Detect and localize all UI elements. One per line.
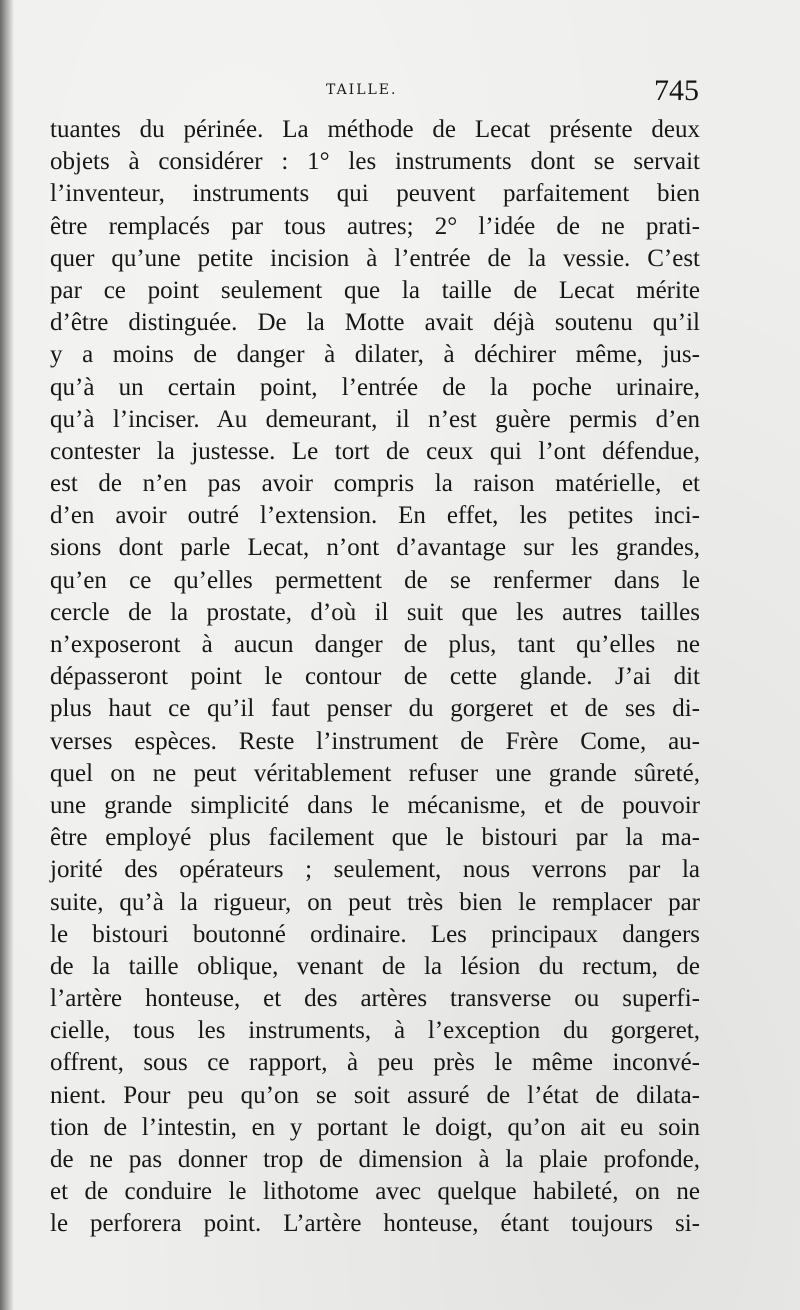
text-line: d’en avoir outré l’extension. En effet, les petites inci- — [50, 502, 700, 530]
text-line: de ne pas donner trop de dimension à la plaie profonde, — [50, 1146, 700, 1173]
text-line: qu’à un certain point, l’entrée de la poche urinaire, — [50, 373, 700, 401]
text-line: jorité des opérateurs ; seulement, nous verrons par la — [50, 856, 700, 884]
text-line: le perforera point. L’artère honteuse, étant toujours si- — [50, 1210, 700, 1238]
text-line: d’être distinguée. De la Motte avait déjà soutenu qu’il — [50, 309, 700, 337]
text-line: être employé plus facilement que le bistouri par la ma- — [50, 824, 700, 852]
text-line: une grande simplicité dans le mécanisme, et de pouvoir — [50, 791, 700, 819]
body-text — [50, 114, 700, 1241]
page-header — [0, 74, 800, 114]
text-line: cielle, tous les instruments, à l’exception du gorgeret, — [50, 1017, 700, 1045]
text-line: quer qu’une petite incision à l’entrée de la vessie. C’est — [50, 244, 700, 272]
text-line: tuantes du périnée. La méthode de Lecat présente deux — [50, 116, 700, 143]
text-line: contester la justesse. Le tort de ceux qui l’ont défendue, — [50, 437, 700, 465]
text-line: y a moins de danger à dilater, à déchirer même, jus- — [50, 341, 700, 369]
text-line: et de conduire le lithotome avec quelque habileté, on ne — [50, 1178, 700, 1206]
text-line: verses espèces. Reste l’instrument de Frère Come, au- — [50, 727, 700, 755]
text-line: l’artère honteuse, et des artères transverse ou superfi- — [50, 985, 700, 1013]
text-line: qu’à l’inciser. Au demeurant, il n’est guère permis d’en — [50, 405, 700, 433]
text-line: le bistouri boutonné ordinaire. Les principaux dangers — [50, 920, 700, 948]
text-line: sions dont parle Lecat, n’ont d’avantage sur les grandes, — [50, 534, 700, 562]
text-line: est de n’en pas avoir compris la raison matérielle, et — [50, 470, 700, 498]
text-line: par ce point seulement que la taille de Lecat mérite — [50, 276, 700, 304]
text-line: objets à considérer : 1° les instruments dont se servait — [50, 148, 700, 176]
text-line: quel on ne peut véritablement refuser une grande sûreté, — [50, 759, 700, 787]
text-line: n’exposeront à aucun danger de plus, tant qu’elles ne — [50, 631, 700, 658]
text-line: dépasseront point le contour de cette glande. J’ai dit — [50, 663, 700, 691]
text-line: suite, qu’à la rigueur, on peut très bien le remplacer par — [50, 888, 700, 916]
running-head: TAILLE. — [326, 82, 398, 98]
text-line: nient. Pour peu qu’on se soit assuré de l’état de dilata- — [50, 1081, 700, 1109]
text-line: être remplacés par tous autres; 2° l’idée de ne prati- — [50, 212, 700, 240]
text-line: cercle de la prostate, d’où il suit que les autres tailles — [50, 598, 700, 626]
text-line: de la taille oblique, venant de la lésion du rectum, de — [50, 952, 700, 980]
page-binding-shadow — [0, 0, 14, 1310]
text-line: tion de l’intestin, en y portant le doigt, qu’on ait eu soin — [50, 1113, 700, 1141]
text-line: offrent, sous ce rapport, à peu près le même inconvé- — [50, 1049, 700, 1077]
text-line: qu’en ce qu’elles permettent de se renfermer dans le — [50, 566, 700, 594]
text-line: l’inventeur, instruments qui peuvent parfaitement bien — [50, 180, 700, 208]
text-line: plus haut ce qu’il faut penser du gorgeret et de ses di- — [50, 695, 700, 723]
page-number: 745 — [654, 74, 699, 107]
